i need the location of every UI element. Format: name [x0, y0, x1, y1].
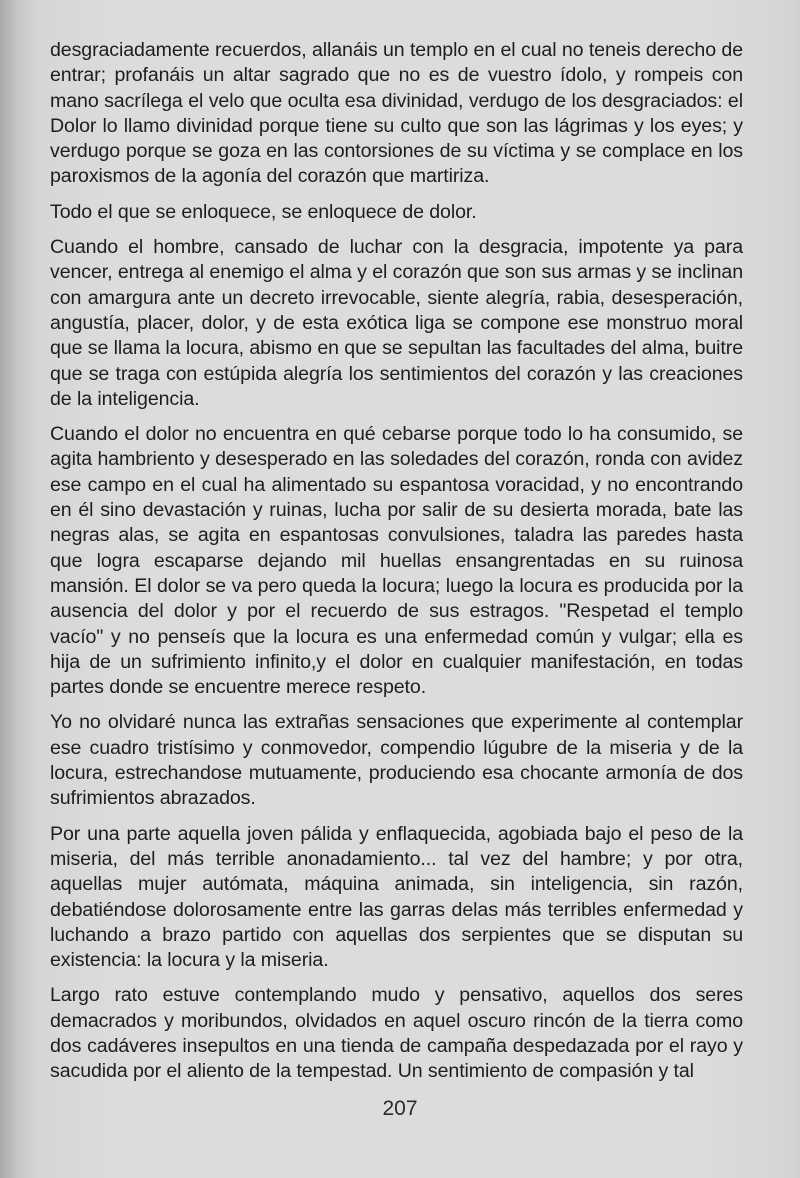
paragraph-2: Todo el que se enloquece, se enloquece de dolor.: [50, 200, 477, 223]
paragraph-3: Cuando el hombre, cansado de luchar con la desgracia, impotente ya para vencer, entrega al enemigo el alma y el corazón que son sus armas y se inclinan con amargura ante un decreto irrevocable, siente alegría, rabia, desesperación, angustía, placer, dolor, y de esta exótica liga se compone ese monstruo moral que se llama la locura, abismo en que se sepultan las facultades del alma, buitre que se traga con estúpida alegría los sentimientos del corazón y las creaciones de la inteligencia.: [50, 236, 743, 410]
paragraph-5: Yo no olvidaré nunca las extrañas sensaciones que experimente al contemplar ese cuadro tristísimo y conmovedor, compendio lúgubre de la miseria y de la locura, estrechandose mutuamente, produciendo esa chocante armonía de dos sufrimientos abrazados.: [50, 711, 743, 810]
paragraph-7: Largo rato estuve contemplando mudo y pensativo, aquellos dos seres demacrados y moribundos, olvidados en aquel oscuro rincón de la tierra como dos cadáveres insepultos en una tienda de campaña despedazada por el rayo y sacudida por el aliento de la tempestad. Un sentimiento de compasión y tal: [50, 984, 743, 1083]
paragraph-4: Cuando el dolor no encuentra en qué cebarse porque todo lo ha consumido, se agita hambriento y desesperado en las soledades del corazón, ronda con avidez ese campo en el cual ha alimentado su espantosa voracidad, y no encontrando en él sino devastación y ruinas, lucha por salir de su desierta morada, bate las negras alas, se agita en espantosas convulsiones, taladra las paredes hasta que logra escaparse dejando mil huellas ensangrentadas en su ruinosa mansión. El dolor se va pero queda la locura; luego la locura es producida por la ausencia del dolor y por el recuerdo de sus estragos. "Respetad el templo vacío" y no penseís que la locura es una enfermedad común y vulgar; ella es hija de un sufrimiento infinito,y el dolor en cualquier manifestación, en todas partes donde se encuentre merece respeto.: [50, 423, 743, 699]
body-text: [50, 38, 743, 1095]
paragraph-1: desgraciadamente recuerdos, allanáis un templo en el cual no teneis derecho de entrar; profanáis un altar sagrado que no es de vuestro ídolo, y rompeis con mano sacrílega el velo que oculta esa divinidad, verdugo de los desgraciados: el Dolor lo llamo divinidad porque tiene su culto que son las lágrimas y los eyes; y verdugo porque se goza en las contorsiones de su víctima y se complace en los paroxismos de la agonía del corazón que martiriza.: [50, 39, 743, 188]
page-number: 207: [382, 1097, 418, 1120]
paragraph-6: Por una parte aquella joven pálida y enflaquecida, agobiada bajo el peso de la miseria, del más terrible anonadamiento... tal vez del hambre; y por otra, aquellas mujer autómata, máquina animada, sin inteligencia, sin razón, debatiéndose dolorosamente entre las garras delas más terribles enfermedad y luchando a brazo partido con aquellas dos serpientes que se disputan su existencia: la locura y la miseria.: [50, 822, 743, 972]
